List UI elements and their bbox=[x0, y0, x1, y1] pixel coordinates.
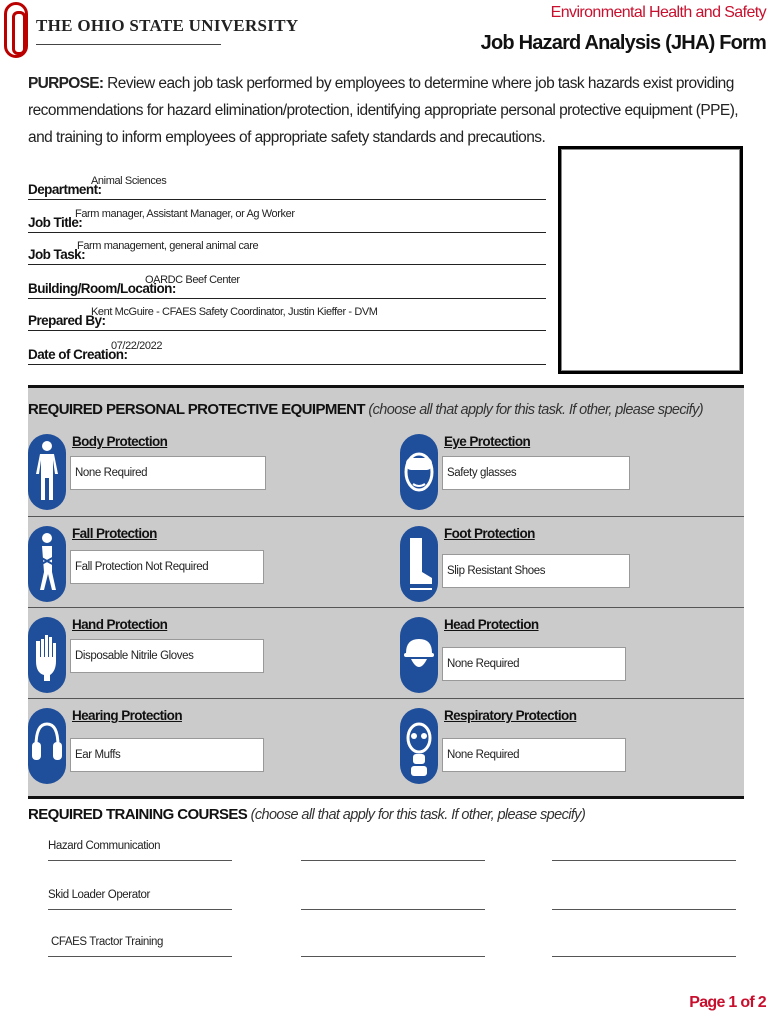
ppe-foot-protection-input[interactable] bbox=[442, 554, 630, 588]
date-of-creation-field[interactable] bbox=[28, 331, 546, 365]
training-line[interactable] bbox=[552, 956, 736, 957]
ppe-head-protection bbox=[400, 617, 700, 701]
ppe-head-protection-input[interactable] bbox=[442, 647, 626, 681]
hard-hat-icon bbox=[400, 617, 438, 693]
logo-underline bbox=[36, 44, 221, 45]
job-title-value: Farm manager, Assistant Manager, or Ag Worker bbox=[75, 208, 295, 220]
ppe-body-protection-title: Body Protection bbox=[72, 434, 168, 449]
job-title-field[interactable] bbox=[28, 199, 546, 233]
ppe-head-protection-title: Head Protection bbox=[444, 617, 539, 632]
date-of-creation-value: 07/22/2022 bbox=[111, 340, 163, 352]
ppe-hearing-protection-value: Ear Muffs bbox=[75, 749, 121, 761]
job-title-label: Job Title: bbox=[28, 215, 83, 230]
training-line[interactable] bbox=[301, 860, 485, 861]
training-line[interactable] bbox=[301, 956, 485, 957]
form-title: Job Hazard Analysis (JHA) Form bbox=[480, 32, 766, 54]
goggles-icon bbox=[400, 434, 438, 510]
ppe-respiratory-protection bbox=[400, 708, 700, 792]
training-line[interactable] bbox=[552, 909, 736, 910]
ppe-fall-protection-title: Fall Protection bbox=[72, 526, 157, 541]
training-course-3: CFAES Tractor Training bbox=[51, 936, 163, 948]
training-heading-instruction: (choose all that apply for this task. If other, please specify) bbox=[247, 807, 586, 823]
respirator-icon bbox=[400, 708, 438, 784]
ppe-respiratory-protection-title: Respiratory Protection bbox=[444, 708, 577, 723]
training-course-1: Hazard Communication bbox=[48, 840, 161, 852]
photo-placeholder[interactable] bbox=[558, 146, 743, 374]
prepared-by-field[interactable] bbox=[28, 297, 546, 331]
ppe-section bbox=[28, 385, 744, 799]
ppe-fall-protection bbox=[28, 526, 328, 610]
ppe-heading-instruction: (choose all that apply for this task. If other, please specify) bbox=[364, 402, 703, 418]
ppe-eye-protection-title: Eye Protection bbox=[444, 434, 531, 449]
ppe-eye-protection-value: Safety glasses bbox=[447, 467, 517, 479]
boot-icon bbox=[400, 526, 438, 602]
ppe-respiratory-protection-value: None Required bbox=[447, 749, 520, 761]
gloves-icon bbox=[28, 617, 66, 693]
job-task-label: Job Task: bbox=[28, 247, 86, 262]
location-field[interactable] bbox=[28, 265, 546, 299]
training-line[interactable] bbox=[48, 909, 232, 910]
ppe-hand-protection-value: Disposable Nitrile Gloves bbox=[75, 650, 194, 662]
department-header: Environmental Health and Safety bbox=[550, 4, 766, 21]
ppe-hand-protection bbox=[28, 617, 328, 701]
ppe-heading-title: REQUIRED PERSONAL PROTECTIVE EQUIPMENT bbox=[28, 401, 365, 418]
ppe-head-protection-value: None Required bbox=[447, 658, 520, 670]
ppe-hearing-protection bbox=[28, 708, 328, 792]
training-line[interactable] bbox=[552, 860, 736, 861]
ppe-fall-protection-value: Fall Protection Not Required bbox=[75, 561, 209, 573]
location-value: OARDC Beef Center bbox=[145, 274, 240, 286]
ppe-body-protection-input[interactable] bbox=[70, 456, 266, 490]
ppe-fall-protection-input[interactable] bbox=[70, 550, 264, 584]
training-course-2: Skid Loader Operator bbox=[48, 889, 150, 901]
block-o-icon bbox=[4, 2, 28, 58]
prepared-by-label: Prepared By: bbox=[28, 313, 106, 328]
training-line[interactable] bbox=[301, 909, 485, 910]
university-name: THE OHIO STATE UNIVERSITY bbox=[36, 16, 299, 35]
training-line[interactable] bbox=[48, 956, 232, 957]
ppe-foot-protection-value: Slip Resistant Shoes bbox=[447, 565, 546, 577]
ppe-body-protection-value: None Required bbox=[75, 467, 148, 479]
department-label: Department: bbox=[28, 182, 102, 197]
ppe-hearing-protection-title: Hearing Protection bbox=[72, 708, 182, 723]
ppe-eye-protection-input[interactable] bbox=[442, 456, 630, 490]
date-of-creation-label: Date of Creation: bbox=[28, 347, 128, 362]
ppe-hand-protection-title: Hand Protection bbox=[72, 617, 168, 632]
purpose-label: PURPOSE: bbox=[28, 75, 104, 92]
page-number: Page 1 of 2 bbox=[689, 994, 766, 1011]
training-heading bbox=[28, 806, 585, 823]
purpose-paragraph bbox=[28, 70, 748, 151]
department-field[interactable] bbox=[28, 166, 546, 200]
ppe-foot-protection-title: Foot Protection bbox=[444, 526, 535, 541]
ppe-eye-protection bbox=[400, 434, 700, 518]
ear-muffs-icon bbox=[28, 708, 66, 784]
location-label: Building/Room/Location: bbox=[28, 281, 176, 296]
ppe-heading bbox=[28, 401, 703, 418]
ppe-foot-protection bbox=[400, 526, 700, 610]
ppe-body-protection bbox=[28, 434, 328, 518]
ppe-hand-protection-input[interactable] bbox=[70, 639, 264, 673]
job-task-value: Farm management, general animal care bbox=[77, 240, 259, 252]
training-heading-title: REQUIRED TRAINING COURSES bbox=[28, 806, 248, 823]
body-suit-icon bbox=[28, 434, 66, 510]
ppe-respiratory-protection-input[interactable] bbox=[442, 738, 626, 772]
purpose-text: Review each job task performed by employees to determine where job task hazards exist providing recommendations for hazard elimination/protection, identifying appropriate personal protective equipment (PPE), and training to inform employees of appropriate safety standards and precautions. bbox=[28, 75, 739, 146]
job-task-field[interactable] bbox=[28, 231, 546, 265]
prepared-by-value: Kent McGuire - CFAES Safety Coordinator, Justin Kieffer - DVM bbox=[91, 306, 378, 318]
training-line[interactable] bbox=[48, 860, 232, 861]
harness-icon bbox=[28, 526, 66, 602]
ppe-hearing-protection-input[interactable] bbox=[70, 738, 264, 772]
department-value: Animal Sciences bbox=[91, 175, 167, 187]
